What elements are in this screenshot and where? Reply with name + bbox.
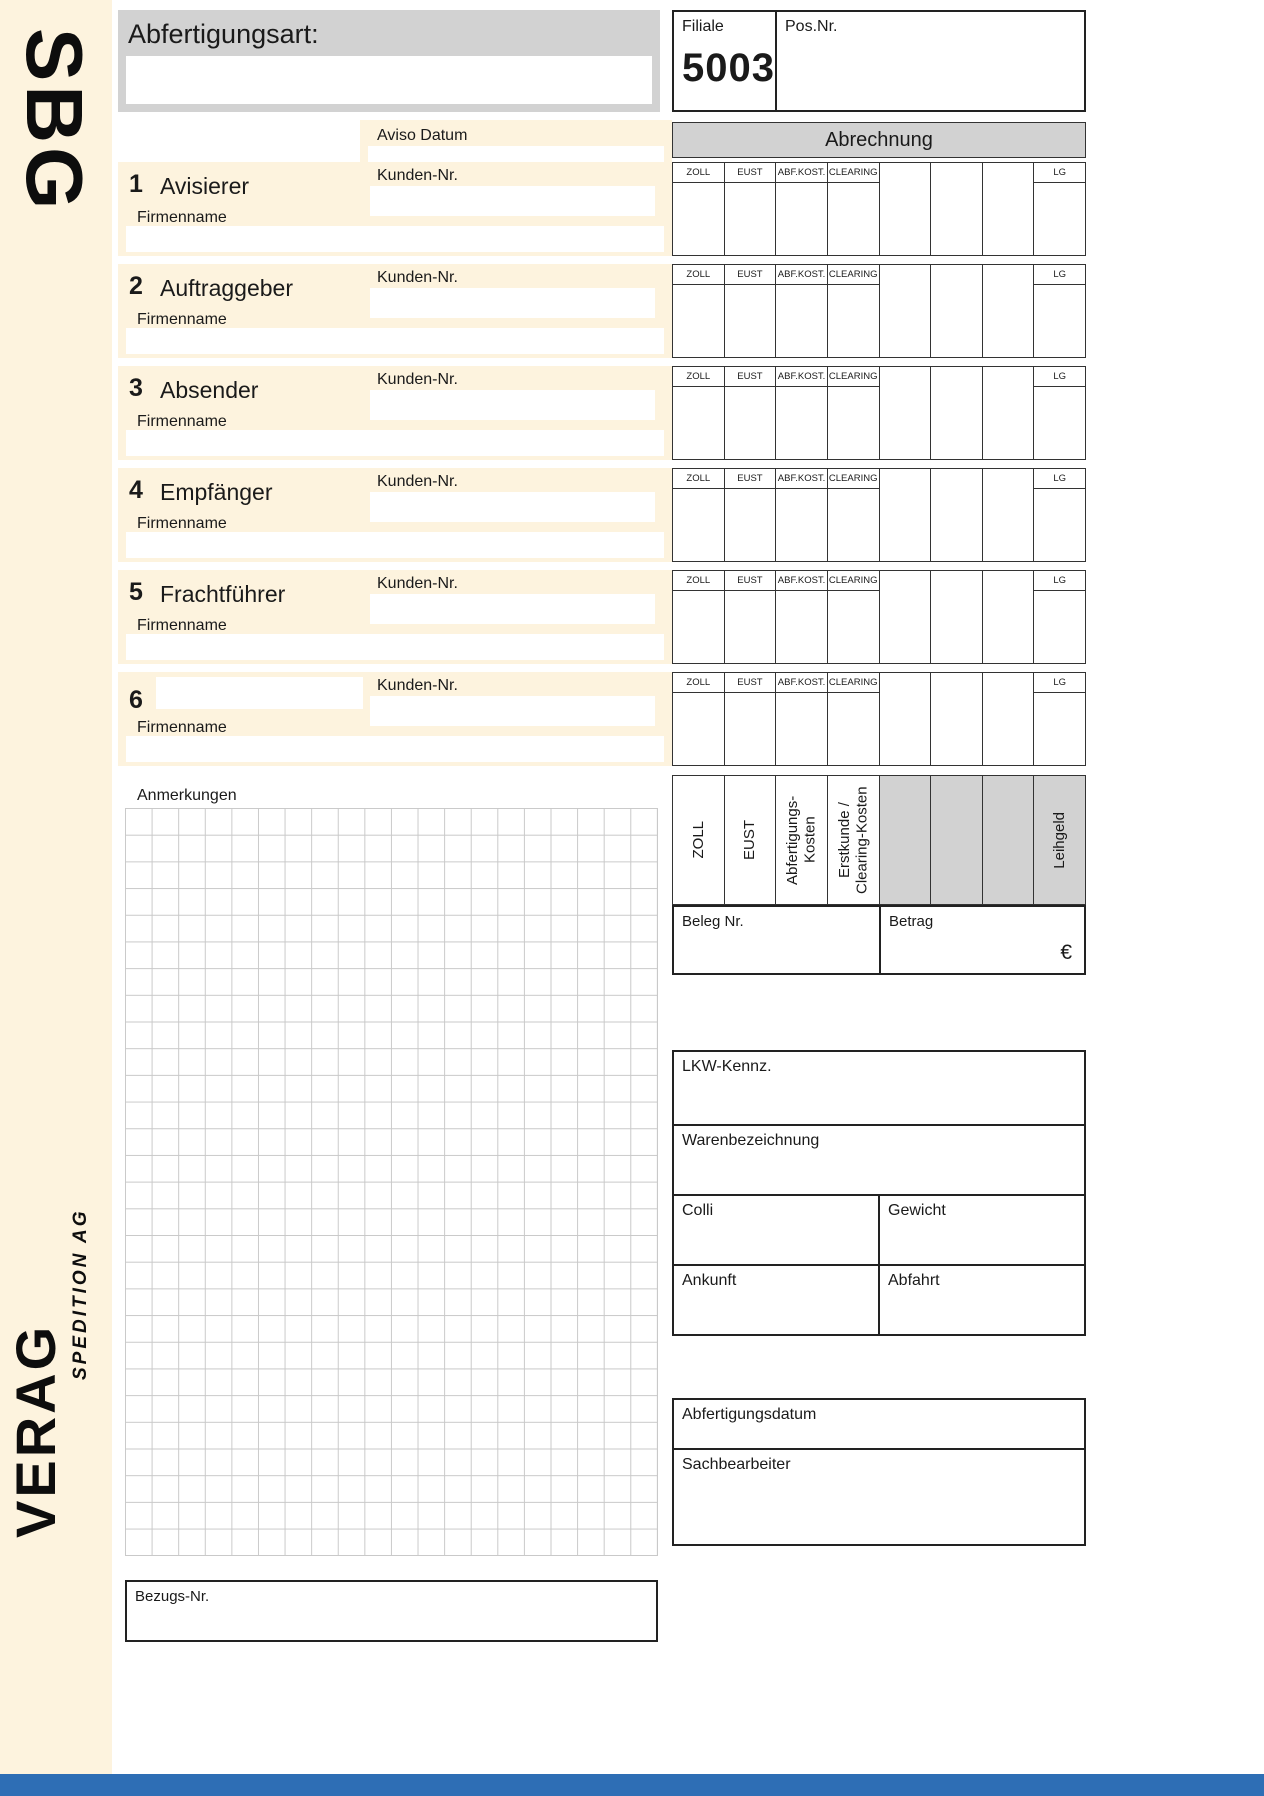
- colli-label: Colli: [682, 1202, 714, 1219]
- abrechnung-cell-eust[interactable]: [725, 265, 777, 357]
- kundennr-field[interactable]: [370, 186, 655, 216]
- abrechnung-cell-abfkost[interactable]: [776, 163, 828, 255]
- col-header-abfkost: ABF.KOST.: [776, 571, 827, 591]
- section-title: Avisierer: [160, 173, 250, 199]
- posnr-label: Pos.Nr.: [785, 18, 838, 35]
- col-header-zoll: ZOLL: [673, 163, 724, 183]
- col-header-eust: EUST: [725, 469, 776, 489]
- aviso-datum-field[interactable]: [368, 146, 664, 162]
- abrechnung-cell-eust[interactable]: [725, 571, 777, 663]
- lkw-kennz-box[interactable]: [674, 1052, 1084, 1124]
- section-2-auftraggeber: [118, 264, 672, 358]
- col-header-eust: EUST: [725, 673, 776, 693]
- abrechnung-cell[interactable]: [983, 469, 1035, 561]
- kundennr-field[interactable]: [370, 288, 655, 318]
- filiale-cell: [674, 12, 777, 110]
- abfertigungskosten-vertical-label: Abfertigungs-Kosten: [784, 795, 819, 885]
- col-header-clearing: CLEARING: [828, 673, 879, 693]
- bezugs-nr-label: Bezugs-Nr.: [135, 1588, 210, 1605]
- colli-gewicht-row: [674, 1194, 1084, 1264]
- abrechnung-cell-clearing[interactable]: [828, 469, 880, 561]
- abrechnung-cell-zoll[interactable]: [673, 469, 725, 561]
- firmenname-label: Firmenname: [137, 617, 227, 634]
- abrechnung-cell-lg[interactable]: [1034, 265, 1085, 357]
- cargo-info-group: [672, 1050, 1086, 1336]
- col-header-clearing: CLEARING: [828, 571, 879, 591]
- firmenname-field[interactable]: [126, 226, 664, 252]
- firmenname-field[interactable]: [126, 430, 664, 456]
- filiale-posnr-box: [672, 10, 1086, 112]
- abrechnung-row-4: [672, 468, 1086, 562]
- abfertigungsart-label: Abfertigungsart:: [128, 19, 319, 49]
- abrechnung-cell-lg[interactable]: [1034, 571, 1085, 663]
- abrechnung-cell-clearing[interactable]: [828, 571, 880, 663]
- warenbezeichnung-box[interactable]: [674, 1124, 1084, 1194]
- abrechnung-cell-zoll[interactable]: [673, 265, 725, 357]
- abrechnung-cell[interactable]: [983, 163, 1035, 255]
- abrechnung-cell[interactable]: [931, 673, 983, 765]
- abrechnung-cell-eust[interactable]: [725, 163, 777, 255]
- col-header-abfkost: ABF.KOST.: [776, 367, 827, 387]
- abrechnung-cell-zoll[interactable]: [673, 367, 725, 459]
- aviso-datum-box: [360, 120, 672, 164]
- col-header-zoll: ZOLL: [673, 673, 724, 693]
- kundennr-label: Kunden-Nr.: [377, 473, 458, 490]
- firmenname-field[interactable]: [126, 634, 664, 660]
- kundennr-field[interactable]: [370, 696, 655, 726]
- col-header-zoll: ZOLL: [673, 367, 724, 387]
- beleg-nr-box[interactable]: [672, 905, 881, 975]
- betrag-label: Betrag: [889, 913, 934, 930]
- posnr-cell: [777, 12, 1084, 110]
- firmenname-field[interactable]: [126, 532, 664, 558]
- abrechnung-cell-eust[interactable]: [725, 367, 777, 459]
- abrechnung-cell-zoll[interactable]: [673, 163, 725, 255]
- abfertigungskosten-footer-cell: [776, 776, 828, 904]
- abrechnung-row-3: [672, 366, 1086, 460]
- abfertigungsdatum-box[interactable]: [674, 1400, 1084, 1448]
- abrechnung-cell[interactable]: [931, 571, 983, 663]
- section-title: Absender: [160, 377, 259, 403]
- col-header-clearing: CLEARING: [828, 469, 879, 489]
- ankunft-abfahrt-row: [674, 1264, 1084, 1334]
- leihgeld-vertical-label: Leihgeld: [1051, 811, 1069, 869]
- section-title: Empfänger: [160, 479, 273, 505]
- col-header-lg: LG: [1034, 571, 1085, 591]
- zoll-vertical-label: ZOLL: [689, 821, 707, 859]
- posnr-field[interactable]: [777, 40, 1084, 110]
- lkw-kennz-label: LKW-Kennz.: [682, 1058, 772, 1075]
- abrechnung-row-1: [672, 162, 1086, 256]
- abrechnung-cell[interactable]: [983, 265, 1035, 357]
- betrag-box[interactable]: [879, 905, 1086, 975]
- kundennr-label: Kunden-Nr.: [377, 269, 458, 286]
- col-header-clearing: CLEARING: [828, 265, 879, 285]
- empty-footer-cell: [931, 776, 983, 904]
- abrechnung-row-2: [672, 264, 1086, 358]
- section-number: 6: [129, 686, 143, 714]
- leihgeld-footer-cell: [1034, 776, 1085, 904]
- abrechnung-cell-eust[interactable]: [725, 673, 777, 765]
- section-6: [118, 672, 672, 766]
- section-title: Auftraggeber: [160, 275, 293, 301]
- section-title: Frachtführer: [160, 581, 286, 607]
- filiale-value: 5003: [682, 46, 775, 90]
- gewicht-label: Gewicht: [888, 1202, 946, 1219]
- firmenname-field[interactable]: [126, 736, 664, 762]
- abrechnung-cell[interactable]: [931, 367, 983, 459]
- colli-box[interactable]: [674, 1196, 880, 1264]
- abrechnung-cell[interactable]: [983, 673, 1035, 765]
- firmenname-label: Firmenname: [137, 209, 227, 226]
- abrechnung-cell-clearing[interactable]: [828, 265, 880, 357]
- col-header-eust: EUST: [725, 367, 776, 387]
- abrechnung-cell[interactable]: [880, 367, 932, 459]
- abrechnung-cell[interactable]: [983, 571, 1035, 663]
- left-margin-strip: [0, 0, 112, 1774]
- abrechnung-cell[interactable]: [880, 265, 932, 357]
- anmerkungen-label: Anmerkungen: [137, 787, 237, 804]
- warenbezeichnung-label: Warenbezeichnung: [682, 1132, 820, 1149]
- bottom-blue-bar: [0, 1774, 1264, 1796]
- abrechnung-cell[interactable]: [931, 163, 983, 255]
- abrechnung-header: Abrechnung: [672, 122, 1086, 158]
- abrechnung-cell-abfkost[interactable]: [776, 265, 828, 357]
- abrechnung-cell[interactable]: [931, 469, 983, 561]
- abrechnung-cell-zoll[interactable]: [673, 673, 725, 765]
- section-number: 1: [129, 170, 143, 198]
- abfertigungsdatum-label: Abfertigungsdatum: [682, 1406, 817, 1423]
- abrechnung-cell[interactable]: [931, 265, 983, 357]
- abrechnung-cell-clearing[interactable]: [828, 367, 880, 459]
- kundennr-label: Kunden-Nr.: [377, 677, 458, 694]
- abrechnung-cell[interactable]: [880, 163, 932, 255]
- col-header-abfkost: ABF.KOST.: [776, 469, 827, 489]
- aviso-datum-label: Aviso Datum: [377, 127, 468, 144]
- abrechnung-cell-lg[interactable]: [1034, 673, 1085, 765]
- section-title-field[interactable]: [156, 677, 363, 709]
- col-header-zoll: ZOLL: [673, 265, 724, 285]
- abrechnung-cell-abfkost[interactable]: [776, 367, 828, 459]
- abrechnung-cell-abfkost[interactable]: [776, 571, 828, 663]
- processing-group: [672, 1398, 1086, 1546]
- sachbearbeiter-box[interactable]: [674, 1448, 1084, 1544]
- col-header-clearing: CLEARING: [828, 367, 879, 387]
- col-header-lg: LG: [1034, 265, 1085, 285]
- empty-footer-cell: [880, 776, 932, 904]
- section-number: 3: [129, 374, 143, 402]
- abrechnung-cell-lg[interactable]: [1034, 367, 1085, 459]
- abrechnung-cell-lg[interactable]: [1034, 469, 1085, 561]
- bezugs-nr-box[interactable]: [125, 1580, 658, 1642]
- beleg-nr-label: Beleg Nr.: [682, 913, 744, 930]
- abrechnung-cell[interactable]: [880, 571, 932, 663]
- abrechnung-cell-abfkost[interactable]: [776, 673, 828, 765]
- clearingkosten-vertical-label: Erstkunde / Clearing-Kosten: [835, 786, 871, 894]
- kundennr-field[interactable]: [370, 492, 655, 522]
- firmenname-label: Firmenname: [137, 515, 227, 532]
- col-header-zoll: ZOLL: [673, 571, 724, 591]
- abrechnung-row-5: [672, 570, 1086, 664]
- kundennr-label: Kunden-Nr.: [377, 371, 458, 388]
- section-4-empfaenger: [118, 468, 672, 562]
- kundennr-label: Kunden-Nr.: [377, 575, 458, 592]
- abrechnung-cell[interactable]: [880, 673, 932, 765]
- eust-vertical-label: EUST: [741, 819, 759, 860]
- col-header-lg: LG: [1034, 163, 1085, 183]
- abrechnung-cell[interactable]: [880, 469, 932, 561]
- section-3-absender: [118, 366, 672, 460]
- kundennr-field[interactable]: [370, 594, 655, 624]
- abrechnung-footer-labels: [672, 775, 1086, 905]
- anmerkungen-grid[interactable]: [125, 808, 658, 1556]
- firmenname-label: Firmenname: [137, 413, 227, 430]
- firmenname-label: Firmenname: [137, 311, 227, 328]
- abfahrt-box[interactable]: [880, 1266, 1084, 1334]
- sbg-logo: SBG: [10, 28, 99, 214]
- ankunft-box[interactable]: [674, 1266, 880, 1334]
- section-number: 4: [129, 476, 143, 504]
- euro-sign: €: [1060, 941, 1072, 964]
- col-header-zoll: ZOLL: [673, 469, 724, 489]
- abrechnung-cell-zoll[interactable]: [673, 571, 725, 663]
- kundennr-label: Kunden-Nr.: [377, 167, 458, 184]
- section-1-avisierer: [118, 162, 672, 256]
- spedition-ag-label: SPEDITION AG: [70, 1208, 91, 1380]
- section-number: 2: [129, 272, 143, 300]
- empty-footer-cell: [983, 776, 1035, 904]
- col-header-abfkost: ABF.KOST.: [776, 163, 827, 183]
- firmenname-field[interactable]: [126, 328, 664, 354]
- zoll-footer-cell: [673, 776, 725, 904]
- eust-footer-cell: [725, 776, 777, 904]
- sachbearbeiter-label: Sachbearbeiter: [682, 1456, 791, 1473]
- abrechnung-cell-clearing[interactable]: [828, 163, 880, 255]
- section-number: 5: [129, 578, 143, 606]
- gewicht-box[interactable]: [880, 1196, 1084, 1264]
- clearingkosten-footer-cell: [828, 776, 880, 904]
- abfertigungsart-field[interactable]: [126, 56, 652, 104]
- abrechnung-cell-eust[interactable]: [725, 469, 777, 561]
- col-header-eust: EUST: [725, 265, 776, 285]
- abrechnung-cell-lg[interactable]: [1034, 163, 1085, 255]
- kundennr-field[interactable]: [370, 390, 655, 420]
- verag-logo: VERAG: [4, 1323, 67, 1538]
- abrechnung-cell-clearing[interactable]: [828, 673, 880, 765]
- col-header-abfkost: ABF.KOST.: [776, 265, 827, 285]
- firmenname-label: Firmenname: [137, 719, 227, 736]
- abrechnung-cell-abfkost[interactable]: [776, 469, 828, 561]
- abfertigungsart-box: [118, 10, 660, 112]
- ankunft-label: Ankunft: [682, 1272, 737, 1289]
- col-header-clearing: CLEARING: [828, 163, 879, 183]
- col-header-lg: LG: [1034, 469, 1085, 489]
- filiale-label: Filiale: [682, 18, 724, 35]
- col-header-lg: LG: [1034, 367, 1085, 387]
- abrechnung-row-6: [672, 672, 1086, 766]
- col-header-eust: EUST: [725, 571, 776, 591]
- col-header-abfkost: ABF.KOST.: [776, 673, 827, 693]
- abfahrt-label: Abfahrt: [888, 1272, 940, 1289]
- section-5-frachtfuehrer: [118, 570, 672, 664]
- col-header-eust: EUST: [725, 163, 776, 183]
- abrechnung-cell[interactable]: [983, 367, 1035, 459]
- col-header-lg: LG: [1034, 673, 1085, 693]
